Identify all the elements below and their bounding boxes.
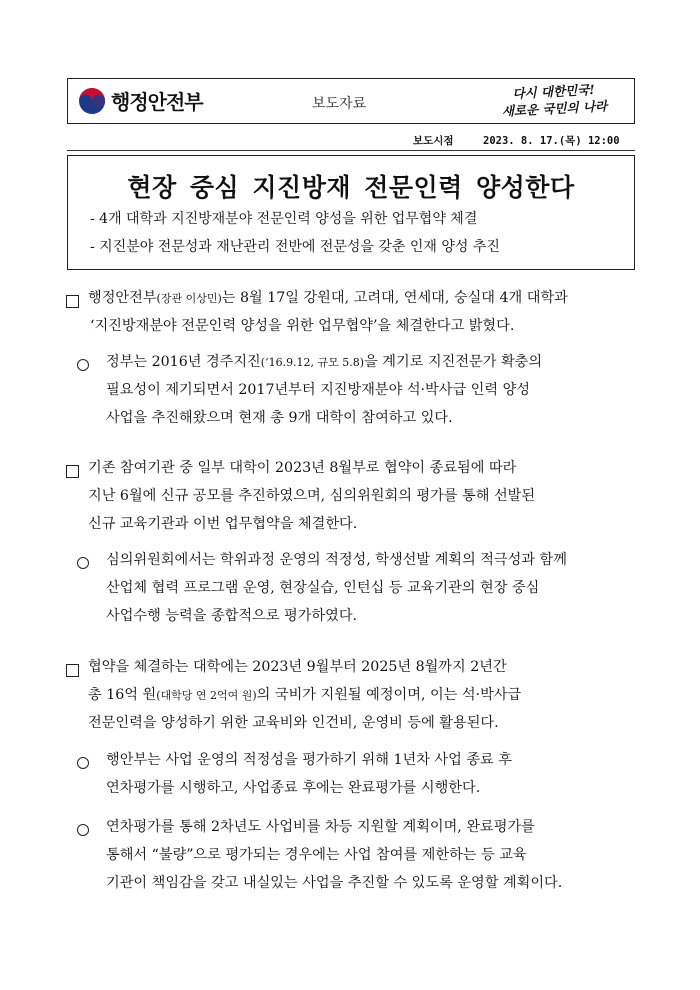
paragraph-1-detail [106,348,542,432]
paragraph-line: 연차평가를 시행하고, 사업종료 후에는 완료평가를 시행한다. [106,780,481,796]
paragraph-line: 행안부는 사업 운영의 적정성을 평가하기 위해 1년차 사업 종료 후 [106,752,512,768]
circle-bullet-icon [77,557,89,569]
paragraph-2 [88,454,535,538]
release-date: 2023. 8. 17.(목) 12:00 [483,135,620,147]
paragraph-line: 신규 교육기관과 이번 업무협약을 체결한다. [88,516,358,532]
release-label: 보도시점 [413,135,454,147]
circle-bullet-icon [77,824,89,836]
release-time-row [67,128,635,151]
paragraph-line: 정부는 2016년 경주지진(‘16.9.12, 규모 5.8)을 계기로 지진전문가 확충의 [106,354,543,370]
paragraph-3-detail-2 [106,813,562,897]
circle-bullet-icon [77,359,89,371]
paragraph-line: 심의위원회에서는 학위과정 운영의 적정성, 학생선발 계획의 적극성과 함께 [106,552,567,568]
document-type: 보도자료 [312,96,367,112]
paragraph-line: 연차평가를 통해 2차년도 사업비를 차등 지원할 계획이며, 완료평가를 [106,819,535,835]
ministry-logo [78,86,203,115]
taegeuk-emblem-icon [78,87,106,115]
paragraph-line: 산업체 협력 프로그램 운영, 현장실습, 인턴십 등 교육기관의 현장 중심 [106,580,540,596]
headline: 현장 중심 지진방재 전문인력 양성한다 [127,173,575,202]
paragraph-line: 필요성이 제기되면서 2017년부터 지진방재분야 석·박사급 인력 양성 [106,382,531,398]
paragraph-3 [88,653,521,737]
square-bullet-icon [66,465,79,478]
slogan-line-1: 다시 대한민국! [512,81,596,102]
letterhead [67,78,635,124]
paragraph-line: 사업수행 능력을 종합적으로 평가하였다. [106,608,358,624]
ministry-name: 행정안전부 [111,90,203,114]
paragraph-line: 전문인력을 양성하기 위한 교육비와 인건비, 운영비 등에 활용된다. [88,715,499,731]
title-box [67,155,635,270]
slogan [483,79,625,120]
paragraph-2-detail [106,546,567,630]
parenthetical-note: (‘16.9.12, 규모 5.8) [260,356,365,369]
parenthetical-note: (장관 이상민) [156,292,222,305]
paragraph-line: 총 16억 원(대학당 연 2억여 원)의 국비가 지원될 예정이며, 이는 석·박사급 [88,687,522,703]
paragraph-line: 사업을 추진해왔으며 현재 총 9개 대학이 참여하고 있다. [106,410,453,426]
subheadline-1: - 4개 대학과 지진방재분야 전문인력 양성을 위한 업무협약 체결 [90,211,478,227]
square-bullet-icon [66,295,79,308]
paragraph-line: 통해서 “불량”으로 평가되는 경우에는 사업 참여를 제한하는 등 교육 [106,847,527,863]
paragraph-line: 지난 6월에 신규 공모를 추진하였으며, 심의위원회의 평가를 통해 선발된 [88,488,536,504]
square-bullet-icon [66,664,79,677]
paragraph-line: 행정안전부(장관 이상민)는 8월 17일 강원대, 고려대, 연세대, 숭실대 4개 대학과 [88,290,568,306]
parenthetical-note: (대학당 연 2억여 원) [156,689,257,702]
paragraph-line: 기존 참여기관 중 일부 대학이 2023년 8월부로 협약이 종료됨에 따라 [88,460,517,476]
circle-bullet-icon [77,757,89,769]
paragraph-line: 협약을 체결하는 대학에는 2023년 9월부터 2025년 8월까지 2년간 [88,659,507,675]
paragraph-1 [88,284,568,340]
paragraph-3-detail-1 [106,746,512,802]
subheadline-2: - 지진분야 전문성과 재난관리 전반에 전문성을 갖춘 인재 양성 추진 [90,239,500,255]
paragraph-line: ‘지진방재분야 전문인력 양성을 위한 업무협약’을 체결한다고 밝혔다. [90,318,515,334]
paragraph-line: 기관이 책임감을 갖고 내실있는 사업을 추진할 수 있도록 운영할 계획이다. [106,875,563,891]
slogan-line-2: 새로운 국민의 나라 [501,98,608,119]
